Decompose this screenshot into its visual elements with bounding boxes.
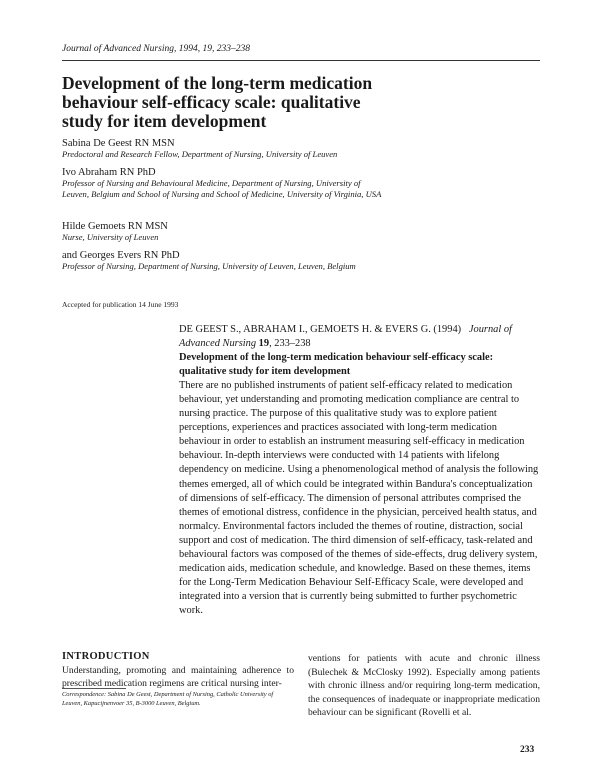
author-affiliation: Nurse, University of Leuven <box>62 232 159 242</box>
author-affiliation: Predoctoral and Research Fellow, Department of Nursing, University of Leuven <box>62 149 338 159</box>
author-affiliation: Professor of Nursing, Department of Nursing, University of Leuven, Leuven, Belgium <box>62 261 356 271</box>
author-block-4 <box>62 250 382 272</box>
intro-right-column: ventions for patients with acute and chronic illness (Bulechek & McClosky 1992). Especially among patients with chronic illness and/or requiring long-term medication, the consequences of inadequate or inappropriate medication behaviour can be significant (Rovelli et al. <box>308 653 540 718</box>
page-number: 233 <box>520 745 535 755</box>
citation-pages: , 233–238 <box>269 338 311 350</box>
journal-citation-header: Journal of Advanced Nursing, 1994, 19, 233–238 <box>62 44 250 54</box>
citation-authors: DE GEEST S., ABRAHAM I., GEMOETS H. & EVERS G. (1994) <box>179 324 462 335</box>
abstract-body: There are no published instruments of patient self-efficacy related to medication behaviour, yet understanding and promoting medication compliance are central to nursing practice. The purpose of this qualitative study was to explore patient perceptions, experiences and practices associated with long-term medication behaviour in order to establish an instrument measuring self-efficacy in medication behaviour. In-depth interviews were conducted with 14 patients with lifelong dependency on medicine. Using a phenomenological method of analysis the following themes emerged, all of which could be integrated within Bandura's conceptualization of dimensions of self-efficacy. The dimension of personal attributes comprised the themes of emotional distress, confidence in the physician, perceived health status, and normalcy. Environmental factors included the themes of routine, distraction, social support and cost of medication. The third dimension of self-efficacy, task-related and behavioural factors was composed of the themes of side-effects, drug delivery system, medication aids, medication schedule, and knowledge. Based on these themes, items for the Long-Term Medication Behaviour Self-Efficacy Scale, were developed and integrated into a version that is currently being submitted to further psychometric work. <box>179 380 539 616</box>
citation-journal: Journal of Advanced Nursing <box>179 324 512 350</box>
author-block-3 <box>62 221 382 243</box>
intro-left-column: Understanding, promoting and maintaining adherence to prescribed medication regimens are critical nursing inter- <box>62 665 294 689</box>
abstract-citation <box>179 323 540 351</box>
author-name: and Georges Evers RN PhD <box>62 250 180 261</box>
abstract <box>179 323 540 618</box>
author-affiliation: Professor of Nursing and Behavioural Medicine, Department of Nursing, University of Leuven, Belgium and School of Nursing and School of Medicine, University of Virginia, USA <box>62 178 382 199</box>
article-title: Development of the long-term medication behaviour self-efficacy scale: qualitative study for item development <box>62 73 373 131</box>
header-rule <box>62 60 540 61</box>
footnote-rule <box>62 688 126 689</box>
author-name: Sabina De Geest RN MSN <box>62 138 175 149</box>
author-name: Hilde Gemoets RN MSN <box>62 221 168 232</box>
author-name: Ivo Abraham RN PhD <box>62 167 156 178</box>
correspondence-footnote: Correspondence: Sabina De Geest, Department of Nursing, Catholic University of Leuven, Kapucijnenvoer 35, B-3000 Leuven, Belgium. <box>62 691 274 707</box>
author-block-1 <box>62 138 382 160</box>
citation-volume: 19 <box>258 338 270 350</box>
accepted-date: Accepted for publication 14 June 1993 <box>62 300 179 309</box>
author-block-2 <box>62 167 382 200</box>
section-heading-introduction: INTRODUCTION <box>62 651 150 662</box>
abstract-title: Development of the long-term medication behaviour self-efficacy scale: qualitative study for item development <box>179 352 494 378</box>
